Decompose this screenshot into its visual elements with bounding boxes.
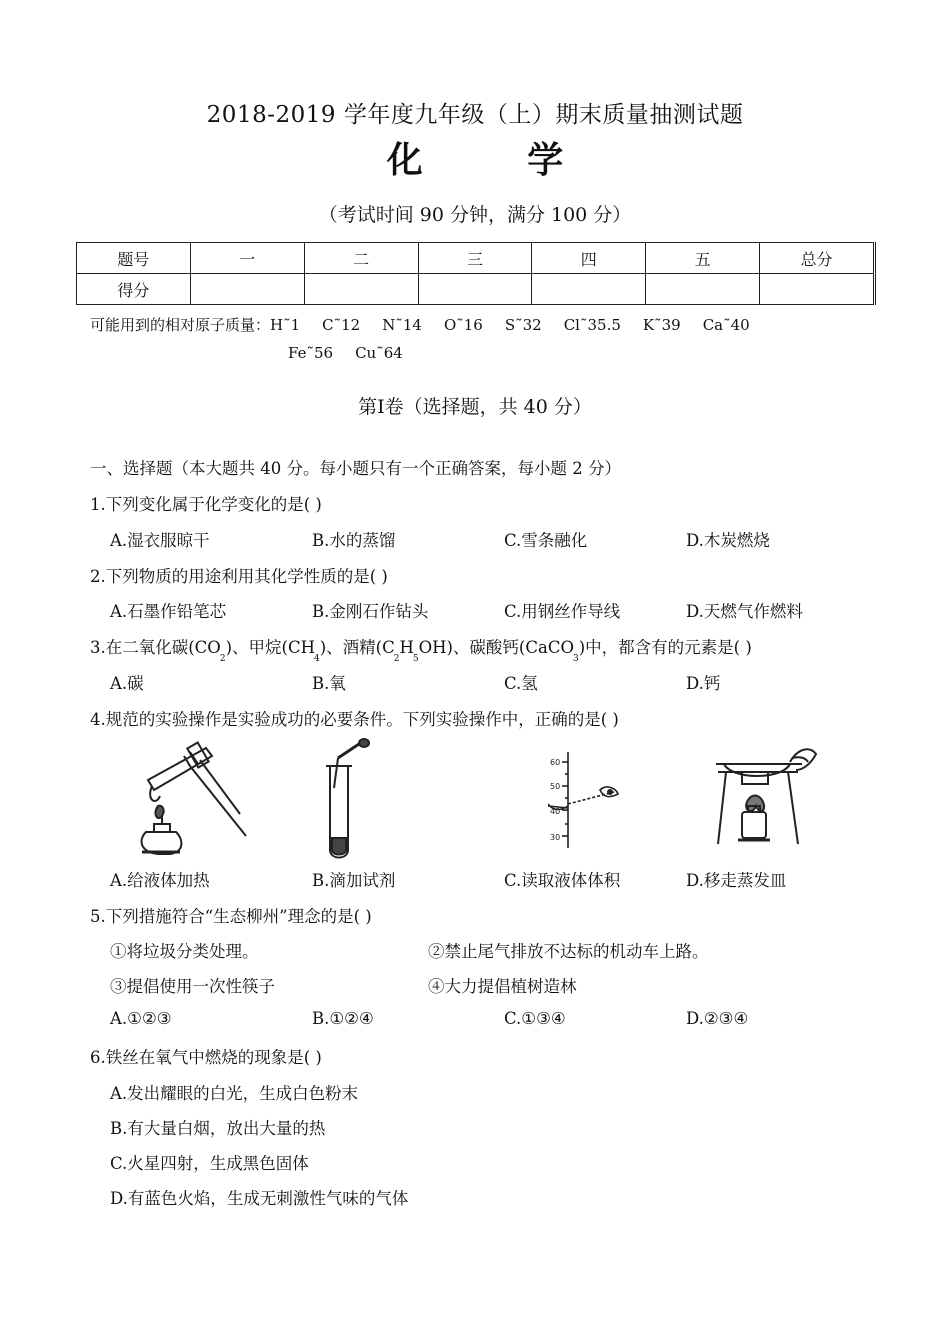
score-cell: 得分 bbox=[77, 274, 191, 305]
q3-stem-part: )中，都含有的元素是( ) bbox=[578, 638, 752, 657]
atomic-mass: Cu˜64 bbox=[355, 344, 403, 362]
q3-stem-part: )、酒精(C bbox=[319, 638, 395, 657]
q3-stem-part: OH)、碳酸钙(CaCO bbox=[418, 638, 574, 657]
q1-option-c[interactable]: C.雪条融化 bbox=[504, 531, 588, 550]
q5-statement-2: ②禁止尾气排放不达标的机动车上路。 bbox=[428, 942, 709, 961]
q3-option-a[interactable]: A.碳 bbox=[110, 674, 144, 693]
time-info: （考试时间 90 分钟，满分 100 分） bbox=[318, 204, 632, 226]
atomic-mass: K˜39 bbox=[642, 316, 681, 334]
q3-option-d[interactable]: D.钙 bbox=[686, 674, 721, 693]
score-cell: 三 bbox=[418, 243, 532, 274]
q6-option-a[interactable]: A.发出耀眼的白光，生成白色粉末 bbox=[110, 1084, 359, 1103]
q6-option-d[interactable]: D.有蓝色火焰，生成无刺激性气味的气体 bbox=[110, 1189, 409, 1208]
subscript: 2 bbox=[219, 654, 226, 664]
score-input-cell[interactable] bbox=[418, 274, 532, 305]
q3-option-b[interactable]: B.氧 bbox=[312, 674, 346, 693]
score-input-cell[interactable] bbox=[532, 274, 646, 305]
subscript: 2 bbox=[393, 654, 400, 664]
atomic-mass: Ca˜40 bbox=[702, 316, 750, 334]
scale-tick-label: 40 bbox=[550, 807, 561, 816]
figure-c-reading-volume bbox=[548, 748, 648, 852]
q2-option-a[interactable]: A.石墨作铅笔芯 bbox=[110, 602, 227, 621]
score-cell: 五 bbox=[646, 243, 760, 274]
score-table bbox=[76, 242, 876, 305]
part1-title: 第Ⅰ卷（选择题，共 40 分） bbox=[358, 396, 592, 418]
q1-option-b[interactable]: B.水的蒸馏 bbox=[312, 531, 396, 550]
section1-heading: 一、选择题（本大题共 40 分。每小题只有一个正确答案，每小题 2 分） bbox=[90, 459, 621, 478]
scale-tick-label: 60 bbox=[550, 758, 561, 767]
atomic-mass: N˜14 bbox=[382, 316, 422, 334]
atomic-masses-line1 bbox=[90, 314, 772, 335]
q4-option-c[interactable]: C.读取液体体积 bbox=[504, 871, 621, 890]
q5-statement-3: ③提倡使用一次性筷子 bbox=[110, 977, 275, 996]
q2-option-c[interactable]: C.用钢丝作导线 bbox=[504, 602, 621, 621]
figure-b-dropping-reagent bbox=[318, 738, 378, 862]
q5-option-d[interactable]: D.②③④ bbox=[686, 1009, 749, 1028]
question-1-stem: 1.下列变化属于化学变化的是( ) bbox=[90, 495, 322, 514]
q3-stem-part: 3.在二氧化碳(CO bbox=[90, 638, 221, 657]
atomic-mass: Fe˜56 bbox=[288, 344, 334, 362]
exam-title: 2018-2019 学年度九年级（上）期末质量抽测试题 bbox=[206, 102, 744, 128]
score-input-cell[interactable] bbox=[190, 274, 304, 305]
atomic-mass: Cl˜35.5 bbox=[563, 316, 621, 334]
q4-option-b[interactable]: B.滴加试剂 bbox=[312, 871, 396, 890]
atomic-masses-label: 可能用到的相对原子质量： bbox=[90, 316, 271, 334]
subscript: 5 bbox=[412, 654, 419, 664]
q1-option-d[interactable]: D.木炭燃烧 bbox=[686, 531, 770, 550]
q3-stem-part: H bbox=[399, 638, 414, 657]
subject-title: 化 学 bbox=[386, 139, 610, 181]
q2-option-d[interactable]: D.天燃气作燃料 bbox=[686, 602, 803, 621]
score-input-cell[interactable] bbox=[646, 274, 760, 305]
q5-statement-4: ④大力提倡植树造林 bbox=[428, 977, 577, 996]
q4-option-a[interactable]: A.给液体加热 bbox=[110, 871, 210, 890]
subscript: 4 bbox=[313, 654, 320, 664]
score-input-cell[interactable] bbox=[304, 274, 418, 305]
atomic-masses-line2 bbox=[288, 344, 425, 362]
atomic-mass: O˜16 bbox=[443, 316, 483, 334]
figure-a-heating-liquid bbox=[128, 740, 258, 858]
q2-option-b[interactable]: B.金刚石作钻头 bbox=[312, 602, 429, 621]
q5-statement-1: ①将垃圾分类处理。 bbox=[110, 942, 259, 961]
q6-option-b[interactable]: B.有大量白烟，放出大量的热 bbox=[110, 1119, 326, 1138]
score-cell: 一 bbox=[190, 243, 304, 274]
q1-option-a[interactable]: A.湿衣服晾干 bbox=[110, 531, 210, 550]
question-2-stem: 2.下列物质的用途利用其化学性质的是( ) bbox=[90, 567, 388, 586]
scale-tick-label: 50 bbox=[550, 782, 561, 791]
subscript: 3 bbox=[572, 654, 579, 664]
q6-option-c[interactable]: C.火星四射，生成黑色固体 bbox=[110, 1154, 309, 1173]
question-6-stem: 6.铁丝在氧气中燃烧的现象是( ) bbox=[90, 1048, 322, 1067]
scale-tick-label: 30 bbox=[550, 833, 561, 842]
score-cell: 题号 bbox=[77, 243, 191, 274]
q3-option-c[interactable]: C.氢 bbox=[504, 674, 538, 693]
question-5-stem: 5.下列措施符合“生态柳州”理念的是( ) bbox=[90, 907, 372, 926]
score-cell: 总分 bbox=[760, 243, 875, 274]
q5-option-c[interactable]: C.①③④ bbox=[504, 1009, 566, 1028]
score-table-score-row bbox=[77, 274, 875, 305]
atomic-mass: S˜32 bbox=[504, 316, 542, 334]
q5-option-b[interactable]: B.①②④ bbox=[312, 1009, 374, 1028]
q5-option-a[interactable]: A.①②③ bbox=[110, 1009, 172, 1028]
figure-d-removing-dish bbox=[712, 740, 820, 852]
score-cell: 二 bbox=[304, 243, 418, 274]
atomic-mass: C˜12 bbox=[322, 316, 361, 334]
q4-option-d[interactable]: D.移走蒸发皿 bbox=[686, 871, 787, 890]
atomic-mass: H˜1 bbox=[270, 316, 301, 334]
question-4-stem: 4.规范的实验操作是实验成功的必要条件。下列实验操作中，正确的是( ) bbox=[90, 710, 619, 729]
score-table-header-row bbox=[77, 243, 875, 274]
q3-stem-part: )、甲烷(CH bbox=[225, 638, 315, 657]
score-input-cell[interactable] bbox=[760, 274, 875, 305]
score-cell: 四 bbox=[532, 243, 646, 274]
question-3-stem bbox=[90, 634, 752, 664]
